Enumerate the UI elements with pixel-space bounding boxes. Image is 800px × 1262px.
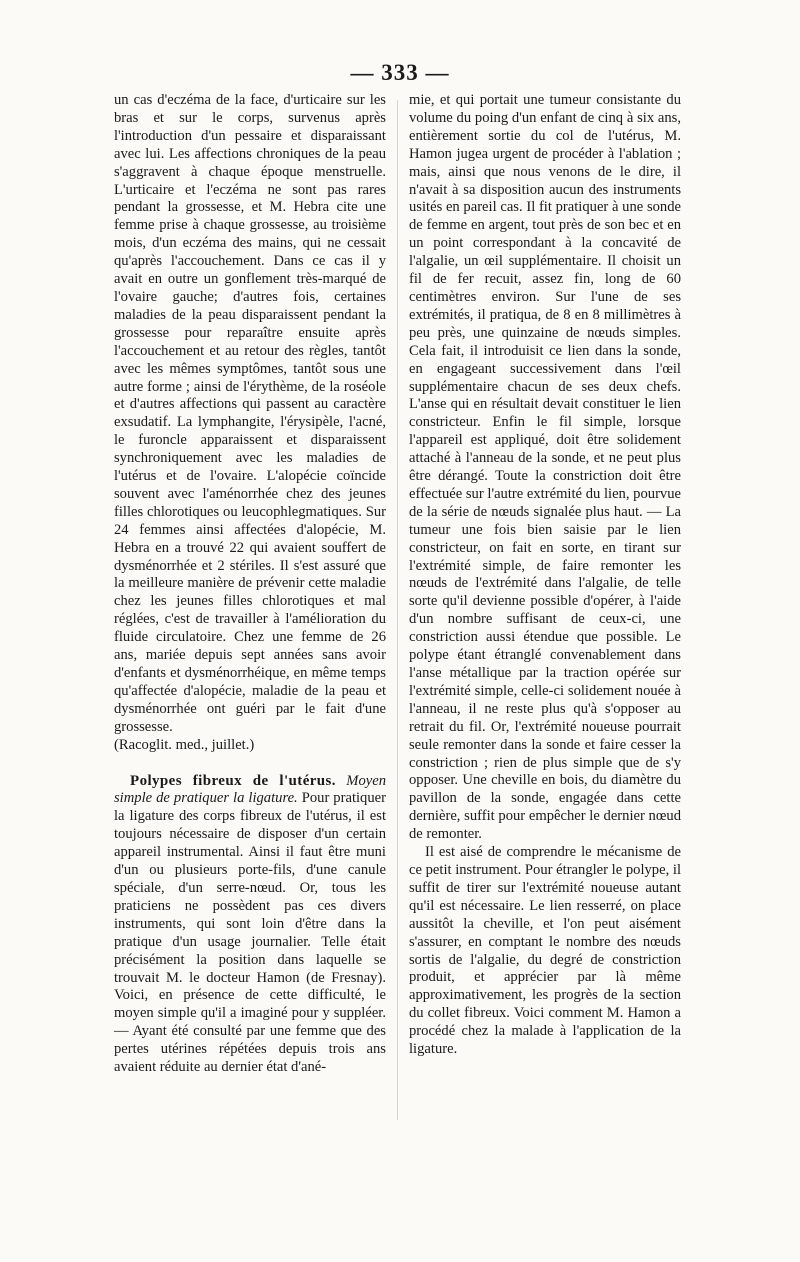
citation: (Racoglit. med., juillet.) [114, 736, 255, 753]
section-subtitle: Moyen simple de pratiquer la ligature. [114, 772, 386, 807]
column-divider [397, 100, 398, 1120]
right-paragraph-1: mie, et qui portait une tumeur consistante du volume du poing d'un enfant de cinq à six ans, entièrement sortie du col de l'utérus, M. Hamon jugea urgent de procéder à l'ablation ; mais, ainsi que nous venons de le dire, il n'avait à sa disposition aucun des instruments usités en pareil cas. Il fit pratiquer à une sonde de femme en argent, tout près de son bec et en un point correspondant à la concavité de l'algalie, un œil supplémentaire. Il choisit un fil de fer recuit, assez fin, long de 60 centimètres environ. Sur l'une de ses extrémités, il pratiqua, de 8 en 8 millimètres à peu près, une quinzaine de nœuds simples. Cela fait, il introduisit ce lien dans la sonde, en engageant successivement dans l'œil supplémentaire chacun de ses deux chefs. L'anse qui en résultait devait constituer le lien constricteur. Enfin le fil simple, lorsque l'appareil est appliqué, doit être solidement attaché à l'anneau de la sonde, et ne peut plus être dérangé. Toute la constriction doit être effectuée sur l'autre extrémité du lien, pourvue de la série de nœuds signalée plus haut. — La tumeur une fois bien saisie par le lien constricteur, on fait en sorte, en tirant sur l'extrémité simple, de faire remonter les nœuds de l'extrémité dans l'algalie, de telle sorte qu'il devienne possible d'opérer, à l'aide d'un nombre suffisant de ceux-ci, une constriction aussi étendue que possible. Le polype étant étranglé convenablement dans l'anse métallique par la traction opérée sur l'extrémité simple, celle-ci solidement nouée à l'anneau, il ne reste plus qu'à s'opposer au retrait du fil. Or, l'extrémité noueuse pourrait seule remonter dans la sonde et faire cesser la constriction ; rien de plus simple que de s'y opposer. Une cheville en bois, du diamètre du pavillon de la sonde, engagée dans cette dernière, suffit pour empêcher le dernier nœud de remonter. [409, 92, 681, 843]
left-column [114, 92, 386, 1077]
section-title: Polypes fibreux de l'utérus. [130, 772, 336, 789]
left-paragraph-1: un cas d'eczéma de la face, d'urticaire sur les bras et sur le corps, survenus après l'introduction d'un pessaire et disparaissant avec lui. Les affections chroniques de la peau s'aggravent à chaque époque menstruelle. L'urticaire et l'eczéma ne sont pas rares pendant la grossesse, et M. Hebra cite une femme prise à chaque grossesse, au troisième mois, d'un eczéma des mains, qui ne cessait qu'après l'accouchement. Dans ce cas il y avait en outre un gonflement très-marqué de l'ovaire gauche; d'autres fois, certaines maladies de la peau disparaissent pendant la grossesse pour reparaître ensuite après l'accouchement et au retour des règles, tantôt avec les mêmes symptômes, tantôt sous une autre forme ; ainsi de l'érythème, de la roséole et d'autres affections qui passent au caractère exsudatif. La lymphangite, l'érysipèle, l'acné, le furoncle apparaissent et disparaissent synchroniquement avec les maladies de l'utérus et de l'ovaire. L'alopécie coïncide souvent avec l'aménorrhée chez des jeunes filles chlorotiques ou leucophlegmatiques. Sur 24 femmes ainsi affectées d'alopécie, M. Hebra en a trouvé 22 qui avaient souffert de dysménorrhée et 2 stériles. Il s'est assuré que la meilleure manière de prévenir cette maladie chez les jeunes filles chlorotiques et mal réglées, c'est de travailler à l'amélioration du fluide circulatoire. Chez une femme de 26 ans, mariée depuis sept années sans avoir d'enfants et dysménorrhéique, en même temps qu'affectée d'alopécie, maladie de la peau et dysménorrhée ont guéri par le fait d'une grossesse. [114, 92, 386, 735]
left-paragraph-2: Pour pratiquer la ligature des corps fibreux de l'utérus, il est toujours nécessaire de disposer d'un certain appareil instrumental. Ainsi il faut être muni d'un ou plusieurs porte-fils, d'une canule spéciale, d'un serre-nœud. Or, tous les praticiens ne possèdent pas ces divers instruments, qui sont loin d'être dans la pratique d'un usage journalier. Telle était précisément la position dans laquelle se trouvait M. le docteur Hamon (de Fresnay). Voici, en présence de cette difficulté, le moyen simple qu'il a imaginé pour y suppléer. — Ayant été consulté par une femme que des pertes utérines répétées depuis trois ans avaient réduite au dernier état d'ané- [114, 790, 386, 1076]
right-paragraph-2: Il est aisé de comprendre le mécanisme de ce petit instrument. Pour étrangler le polype, il suffit de tirer sur l'extrémité noueuse autant qu'il est nécessaire. Le lien resserré, on place aussitôt la cheville, et l'on peut aisément s'assurer, en comptant le nombre des nœuds sortis de l'algalie, du degré de constriction produit, et apprécier par là même approximativement, les progrès de la section du collet fibreux. Voici comment M. Hamon a procédé chez la malade à l'application de la ligature. [409, 844, 681, 1058]
page-number: — 333 — [350, 60, 450, 85]
section-paragraph [114, 773, 386, 1077]
right-column [409, 92, 681, 1059]
